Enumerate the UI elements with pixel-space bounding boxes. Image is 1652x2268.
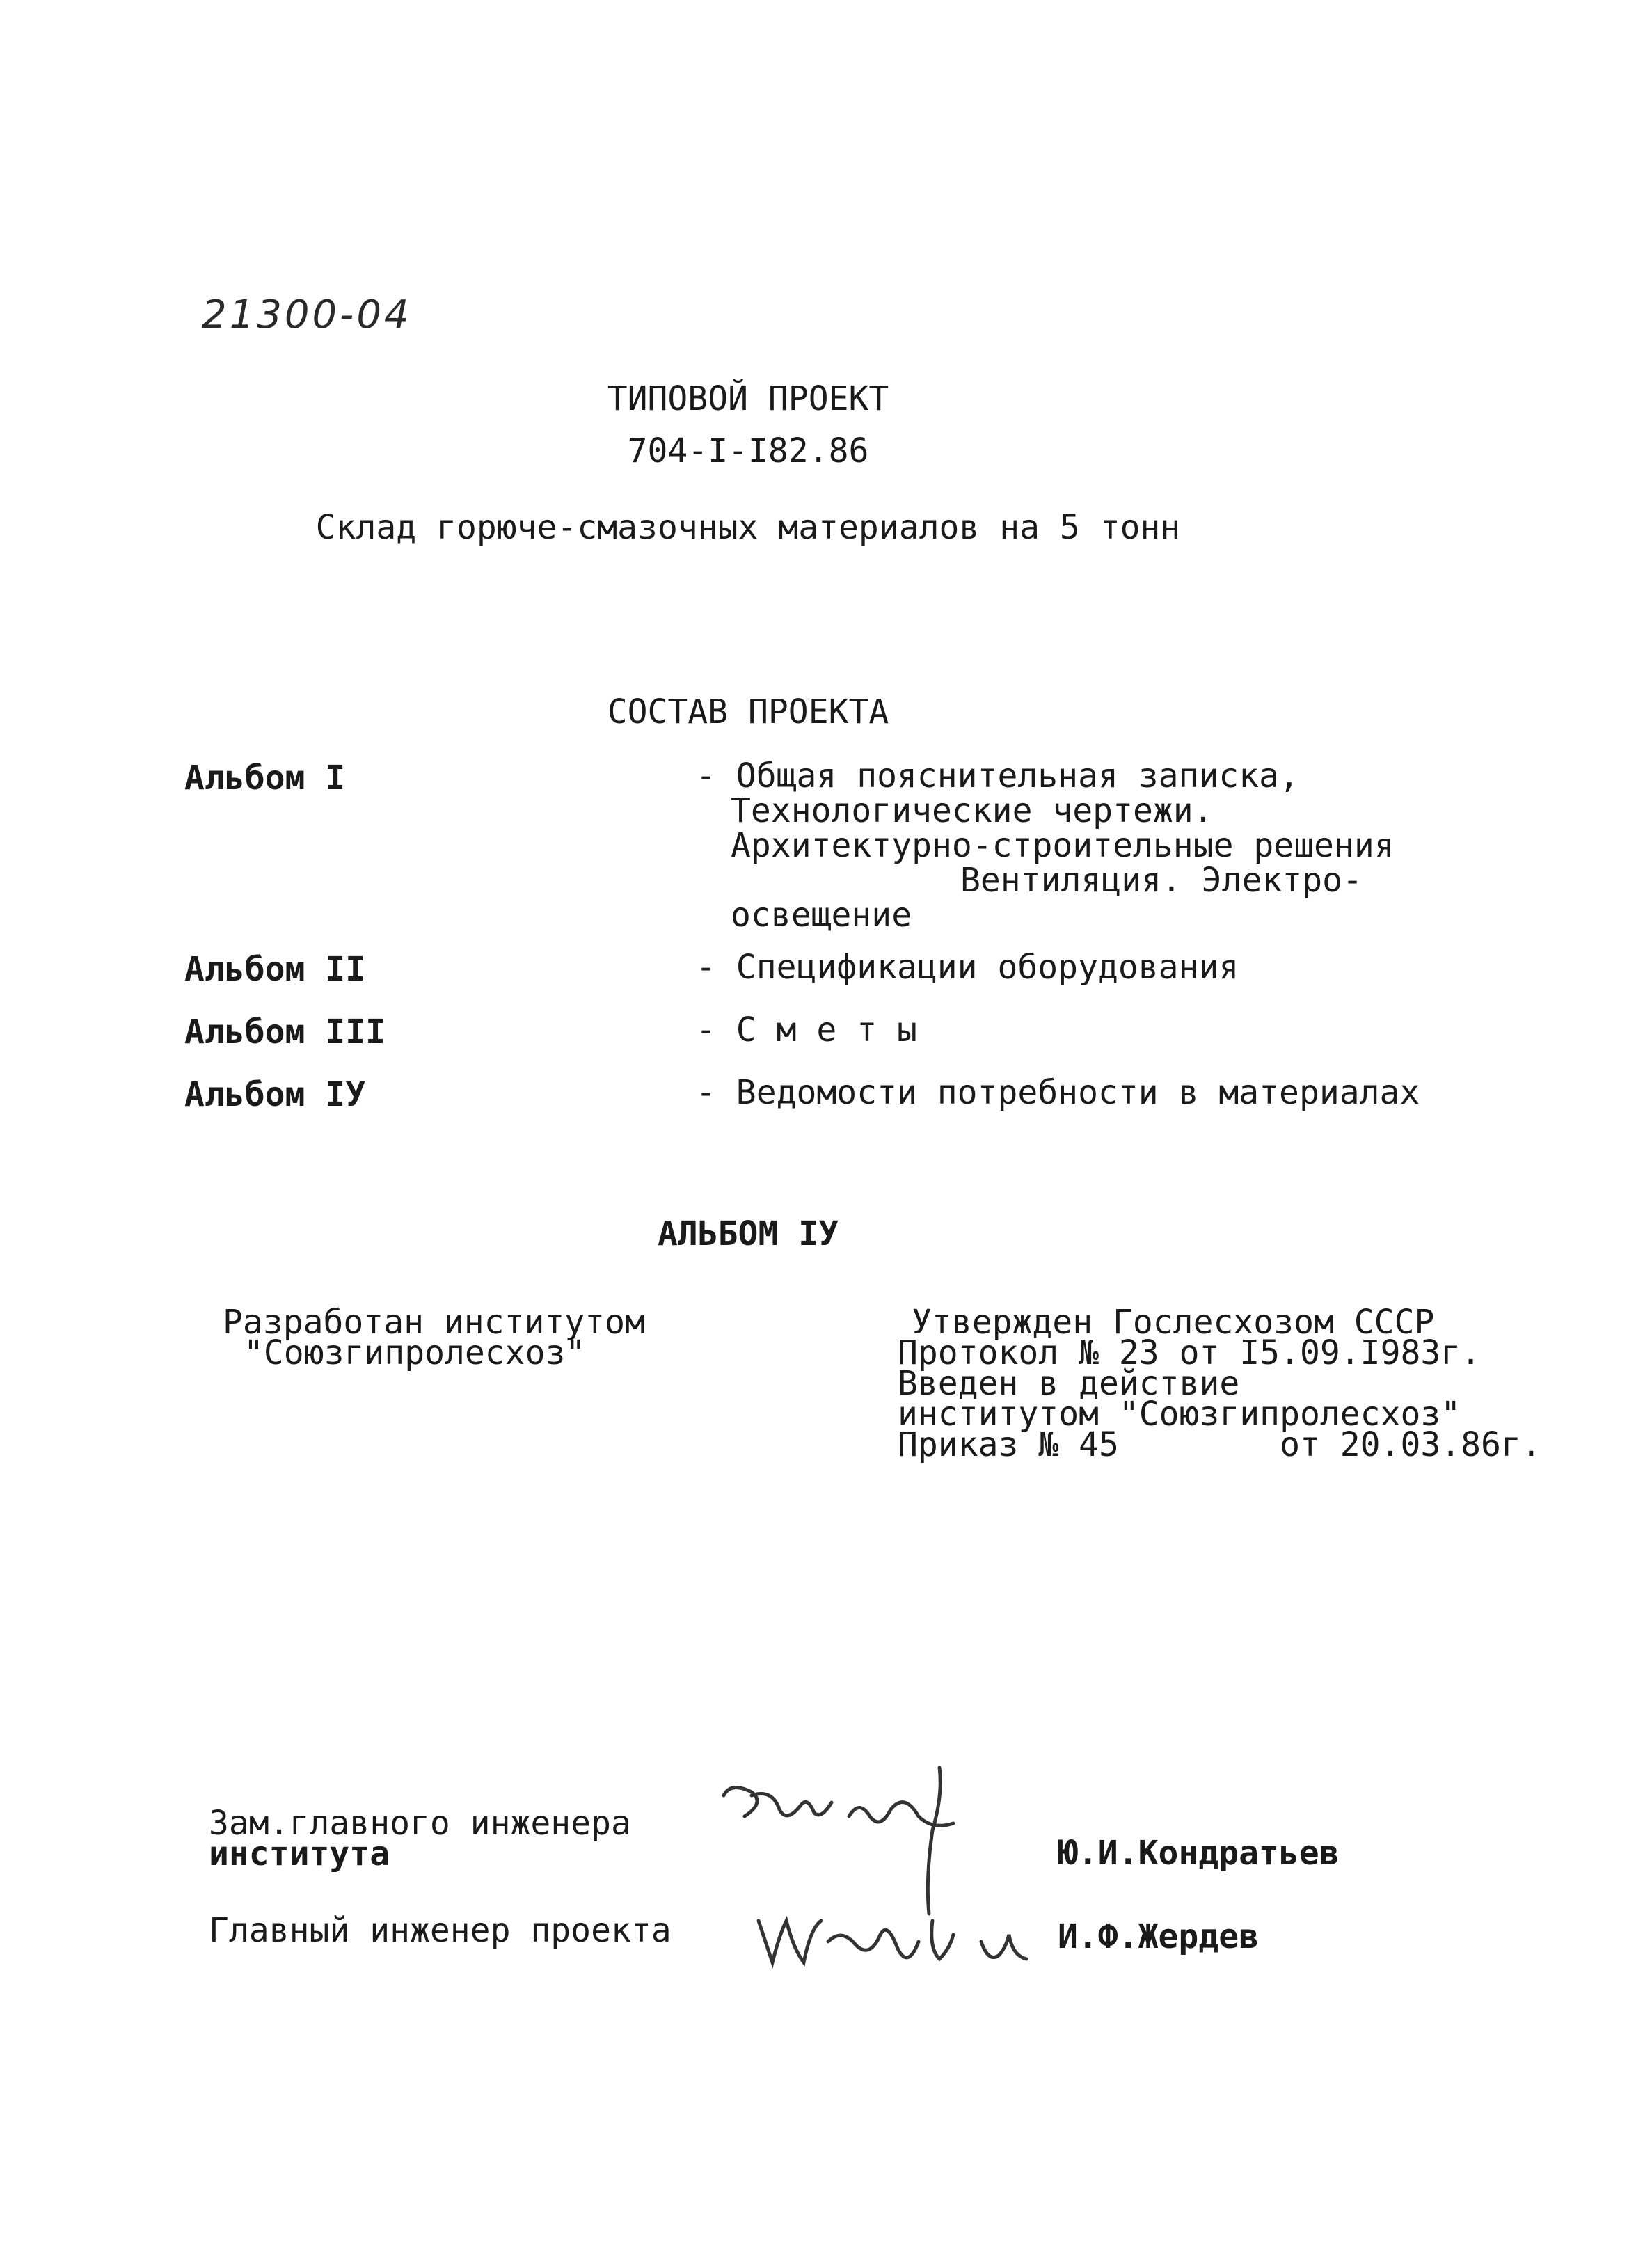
album-1-line-3: Архитектурно-строительные решения	[731, 826, 1395, 865]
approval-block	[898, 1303, 1541, 1464]
approval-line-3: Введен в действие	[898, 1364, 1240, 1403]
album-1-line-5: освещение	[731, 896, 912, 935]
signature-1-name: Ю.И.Кондратьев	[1058, 1834, 1340, 1873]
project-type-heading: ТИПОВОЙ ПРОЕКТ	[607, 379, 889, 418]
album-3-label: Альбом III	[184, 1013, 386, 1052]
album-4-line-1: - Ведомости потребности в материалах	[696, 1073, 1420, 1112]
approval-line-4: институтом "Союзгипролесхоз"	[898, 1395, 1461, 1434]
signature-2-name: И.Ф.Жердев	[1058, 1917, 1259, 1956]
album-2-label: Альбом II	[184, 950, 366, 989]
project-code: 704-I-I82.86	[627, 431, 869, 470]
album-4-description	[696, 1075, 1420, 1110]
album-4-label: Альбом IУ	[184, 1075, 366, 1114]
developer-line-1: Разработан институтом	[223, 1303, 645, 1342]
album-title: АЛЬБОМ IУ	[657, 1214, 839, 1253]
signature-2-handwritten	[752, 1879, 1044, 1983]
signature-1-role-line-1: Зам.главного инженера	[209, 1804, 631, 1843]
album-1-line-4: Вентиляция. Электро-	[960, 861, 1363, 900]
album-3-line-1: - С м е т ы	[696, 1010, 917, 1049]
composition-title: СОСТАВ ПРОЕКТА	[607, 692, 889, 731]
signature-2-role-line-1: Главный инженер проекта	[209, 1911, 672, 1950]
album-1-line-1: - Общая пояснительная записка,	[696, 756, 1299, 795]
album-3-description	[696, 1010, 917, 1049]
handwritten-document-number: 21300-04	[202, 292, 412, 338]
project-name: Склад горюче-смазочных материалов на 5 тонн	[315, 508, 1181, 547]
developer-block	[223, 1303, 645, 1372]
album-1-description	[696, 756, 1395, 935]
developer-line-2: "Союзгипролесхоз"	[244, 1333, 586, 1372]
album-1-line-2: Технологические чертежи.	[731, 791, 1214, 830]
signature-2-role	[209, 1911, 672, 1950]
approval-line-5: Приказ № 45 от 20.03.86г.	[898, 1425, 1541, 1464]
album-2-line-1: - Спецификации оборудования	[696, 948, 1239, 987]
approval-line-2: Протокол № 23 от I5.09.I983г.	[898, 1333, 1482, 1372]
album-1-label: Альбом I	[184, 759, 346, 798]
signature-1-role	[209, 1804, 631, 1873]
approval-line-1: Утвержден Гослесхозом СССР	[912, 1303, 1435, 1342]
signature-1-role-line-2: института	[209, 1834, 390, 1873]
album-2-description	[696, 950, 1239, 985]
